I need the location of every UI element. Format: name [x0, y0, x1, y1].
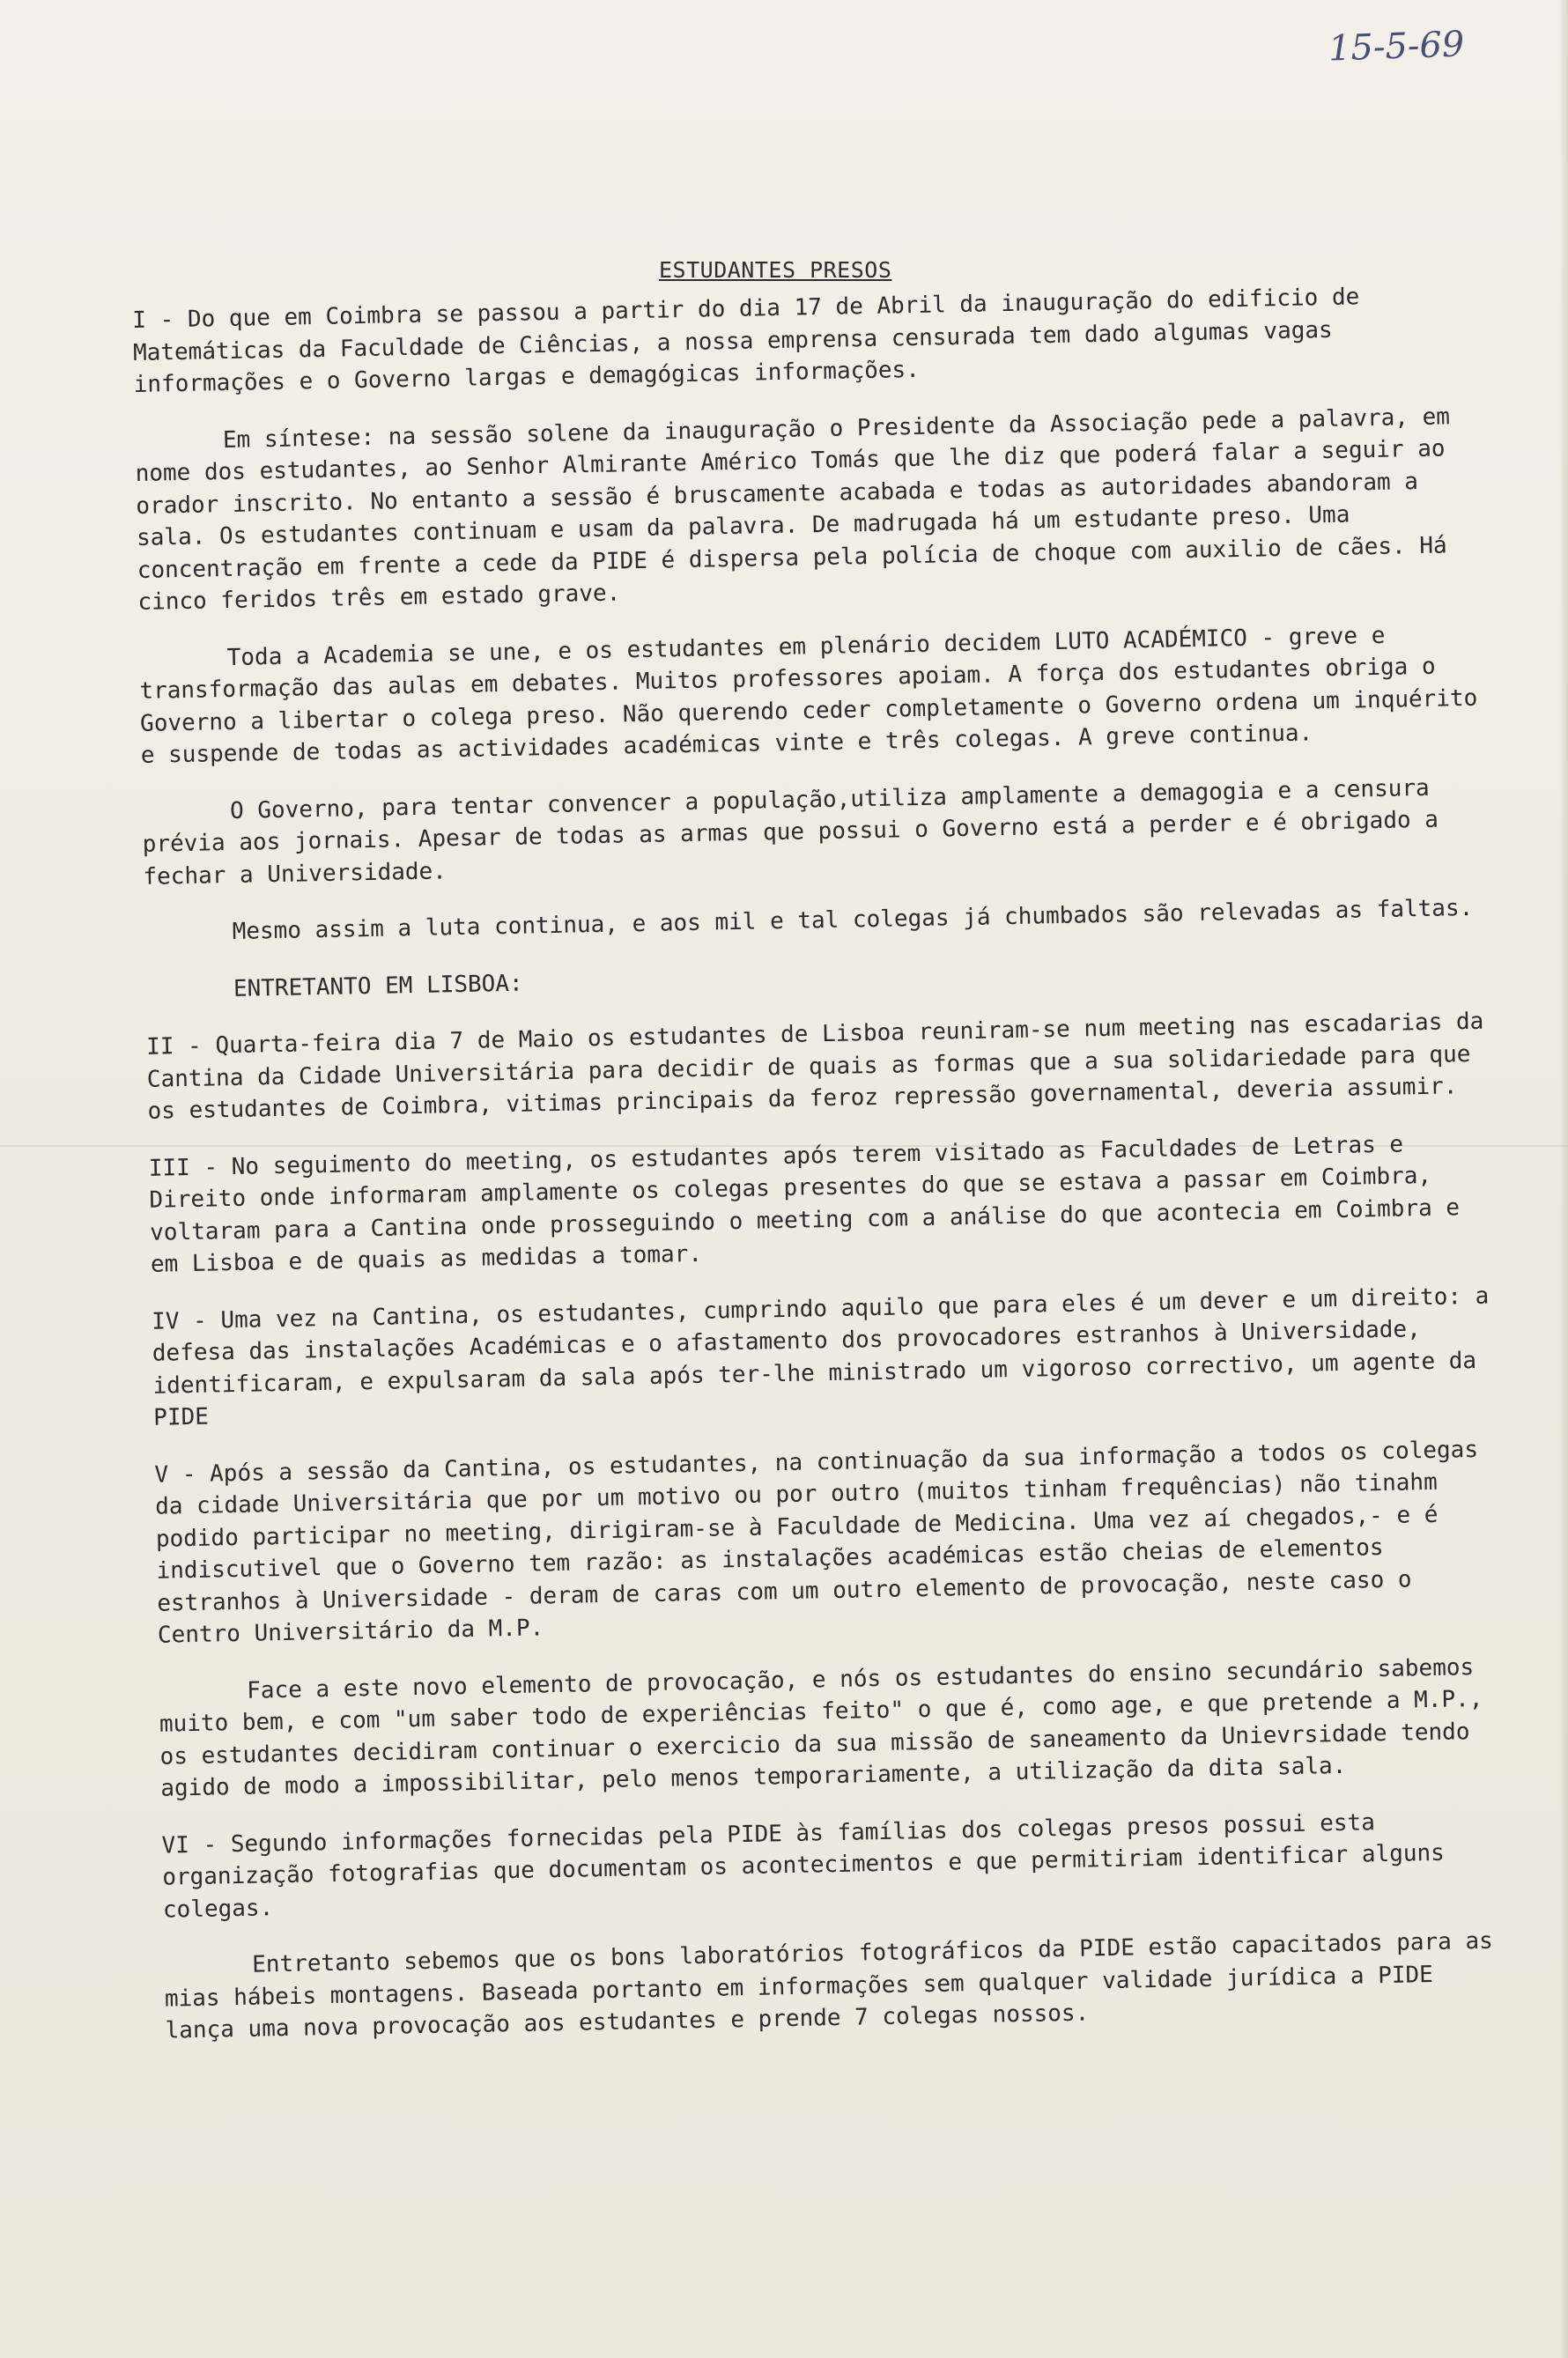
paragraph-7: III - No seguimento do meeting, os estudantes após terem visitado as Faculdades de Letras e Direito onde informaram amplamente os colegas presentes do que se estava a passar em Coimbra, voltaram para a Cantina onde prosseguindo o meeting com a análise do que acontecia em Coimbra e em Lisboa e de quais as medidas a tomar.: [148, 1130, 1461, 1278]
handwritten-date: 15-5-69: [1328, 24, 1466, 70]
section-heading-lisboa: ENTRETANTO EM LISBOA:: [233, 970, 523, 1002]
paragraph-8: IV - Uma vez na Cantina, os estudantes, cumprindo aquilo que para eles é um dever e um direito: a defesa das instalações Académicas e o afastamento dos provocadores estranhos à Universidade, identificaram, e expulsaram da sala após ter-lhe ministrado um vigoroso correctivo, um agente da PIDE: [151, 1282, 1490, 1431]
paragraph-6: II - Quarta-feira dia 7 de Maio os estudantes de Lisboa reuniram-se num meeting nas escadarias da Cantina da Cidade Universitária para decidir de quais as formas que a sua solidariedade para que os estudantes de Coimbra, vitimas principais da feroz repressão governamental, deveria assumir.: [145, 1008, 1484, 1125]
paragraph-4: O Governo, para tentar convencer a população,utiliza amplamente a demagogia e a censura prévia aos jornais. Apesar de todas as armas que possui o Governo está a perder e é obrigado a fechar a Universidade.: [142, 774, 1439, 891]
paragraph-9: V - Após a sessão da Cantina, os estudantes, na continuação da sua informação a todos os colegas da cidade Universitária que por um motivo ou por outro (muitos tinham frequências) não tinahm podido participar no meeting, dirigiram-se à Faculdade de Medicina. Uma vez aí chegados,- e é indiscutivel que o Governo tem razão: as instalações académicas estão cheias de elementos estranhos à Universidade - deram de caras com um outro elemento de provocação, neste caso o Centro Universitário da M.P.: [154, 1436, 1479, 1649]
paragraph-5: Mesmo assim a luta continua, e aos mil e tal colegas já chumbados são relevadas as faltas.: [232, 894, 1474, 945]
paragraph-11: VI - Segundo informações fornecidas pela PIDE às famílias dos colegas presos possui esta organização fotografias que documentam os acontecimentos e que permitiriam identificar alguns colegas.: [161, 1808, 1446, 1924]
paragraph-1: I - Do que em Coimbra se passou a partir do dia 17 de Abril da inauguração do edificio de Matemáticas da Faculdade de Ciências, a nossa emprensa censurada tem dado algumas vagas informações e o Governo largas e demagógicas informações.: [132, 284, 1360, 398]
paragraph-10: Face a este novo elemento de provocação, e nós os estudantes do ensino secundário sabemos muito bem, e com "um saber todo de experiências feito" o que é, como age, e que pretende a M.P., os estudantes decidiram continuar o exercicio da sua missão de saneamento da Unievrsidade tendo agido de modo a impossibilitar, pelo menos temporariamente, a utilização da dita sala.: [159, 1653, 1483, 1802]
document-title: ESTUDANTES PRESOS: [659, 257, 892, 283]
paragraph-2: Em síntese: na sessão solene da inauguração o Presidente da Associação pede a palavra, em nome dos estudantes, ao Senhor Almirante Américo Tomás que lhe diz que poderá falar a seguir ao orador inscrito. No entanto a sessão é bruscamente acabada e todas as autoridades abandoram a sala. Os estudantes continuam e usam da palavra. De madrugada há um estudante preso. Uma concentração em frente a cede da PIDE é dispersa pela polícia de choque com auxilio de cães. Há cinco feridos três em estado grave.: [135, 403, 1451, 616]
document-body: [132, 279, 1505, 2072]
paper-edge-shadow: [1559, 0, 1568, 2358]
paragraph-3: Toda a Academia se une, e os estudantes em plenário decidem LUTO ACADÉMICO - greve e transformação das aulas em debates. Muitos professores apoiam. A força dos estudantes obriga o Governo a libertar o colega preso. Não querendo ceder completamente o Governo ordena um inquérito e suspende de todas as actividades académicas vinte e três colegas. A greve continua.: [139, 622, 1478, 769]
paragraph-12: Entretanto sebemos que os bons laboratórios fotográficos da PIDE estão capacitados para as mias hábeis montagens. Baseada portanto em informações sem qualquer validade jurídica a PIDE lança uma nova provocação aos estudantes e prende 7 colegas nossos.: [164, 1927, 1494, 2044]
